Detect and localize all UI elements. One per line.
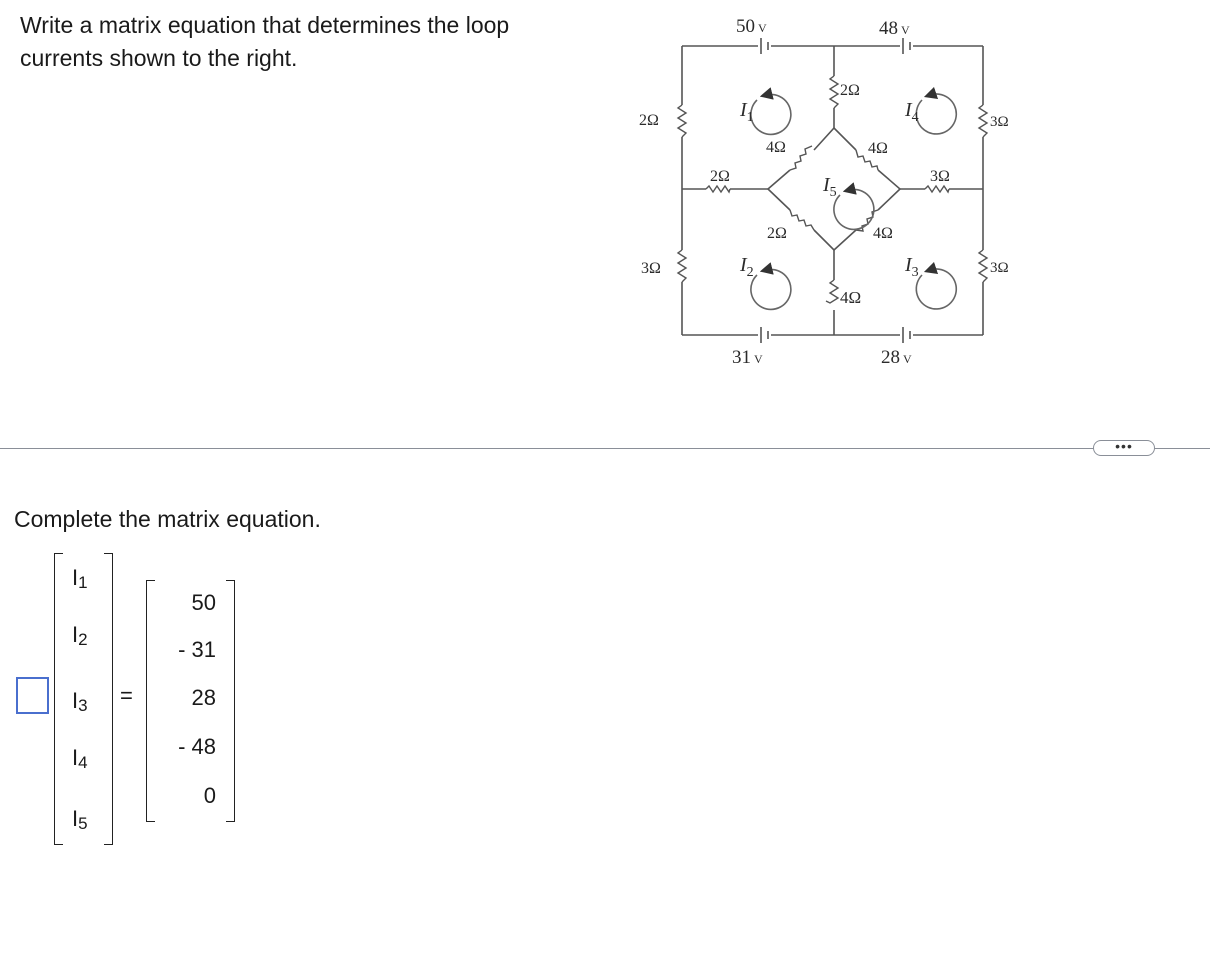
resistor-right-bottom-label: 3Ω xyxy=(990,260,1009,276)
resistor-diamond-ur-label: 4Ω xyxy=(868,140,888,157)
resistor-diamond-ul-label: 4Ω xyxy=(766,139,786,156)
loop-i3-label: $I_3$ xyxy=(905,254,919,280)
resistor-center-top xyxy=(830,76,838,108)
resistor-left-top-label: 2Ω xyxy=(639,112,659,129)
resistor-left-bottom xyxy=(678,250,686,282)
current-i1: $I_1$ xyxy=(72,565,88,592)
rhs-value-1: 50 xyxy=(191,590,216,615)
more-options-button[interactable]: ••• xyxy=(1093,440,1155,456)
loop-i1-label: $I_1$ xyxy=(740,99,754,125)
resistor-left-bottom-label: 3Ω xyxy=(641,260,661,277)
rhs-value-4: - 48 xyxy=(178,734,216,759)
source-31v-label: 31 V xyxy=(732,347,763,368)
rhs-vector-right-bracket xyxy=(226,580,235,822)
loop-i5-label: $I_5$ xyxy=(823,174,837,200)
resistor-center-bottom-label: 4Ω xyxy=(840,288,862,307)
rhs-vector-left-bracket xyxy=(146,580,155,822)
equals-sign: = xyxy=(120,683,133,708)
rhs-value-5: 0 xyxy=(203,783,216,808)
current-vector-left-bracket xyxy=(54,553,63,845)
resistor-center-bottom xyxy=(826,280,838,303)
current-i2: $I_2$ xyxy=(72,622,88,649)
current-i5: $I_5$ xyxy=(72,806,88,833)
current-i4: $I_4$ xyxy=(72,745,88,772)
resistor-right-top xyxy=(979,105,987,137)
rhs-value-2: - 31 xyxy=(178,637,216,662)
resistor-center-top-label: 2Ω xyxy=(840,82,860,99)
source-28v-label: 28 V xyxy=(881,347,912,368)
resistor-mid-left xyxy=(706,186,730,192)
resistor-mid-right-label: 3Ω xyxy=(930,168,950,185)
resistor-right-bottom xyxy=(979,250,987,282)
resistor-right-top-label: 3Ω xyxy=(990,114,1009,130)
resistor-mid-left-label: 2Ω xyxy=(710,168,730,185)
resistor-diamond-ll-label: 2Ω xyxy=(767,225,787,242)
circuit-diagram xyxy=(630,0,1010,380)
matrix-answer-input[interactable] xyxy=(16,677,49,714)
resistor-diamond-lr-label: 4Ω xyxy=(873,225,893,242)
question-text: Write a matrix equation that determines the loop currents shown to the right. xyxy=(20,12,510,71)
resistor-diamond-ul xyxy=(790,146,812,170)
source-48v-label: 48 V xyxy=(879,18,910,39)
resistor-left-top xyxy=(678,105,686,137)
prompt-text: Complete the matrix equation. xyxy=(14,506,321,532)
current-vector-right-bracket xyxy=(104,553,113,845)
source-50v-label: 50 V xyxy=(736,16,767,37)
current-i3: $I_3$ xyxy=(72,688,88,715)
loop-i2-label: $I_2$ xyxy=(740,254,754,280)
loop-i4-label: $I_4$ xyxy=(905,99,919,125)
rhs-value-3: 28 xyxy=(191,685,216,710)
resistor-diamond-ll xyxy=(790,210,814,230)
section-divider xyxy=(0,448,1210,449)
resistor-mid-right xyxy=(925,186,949,192)
